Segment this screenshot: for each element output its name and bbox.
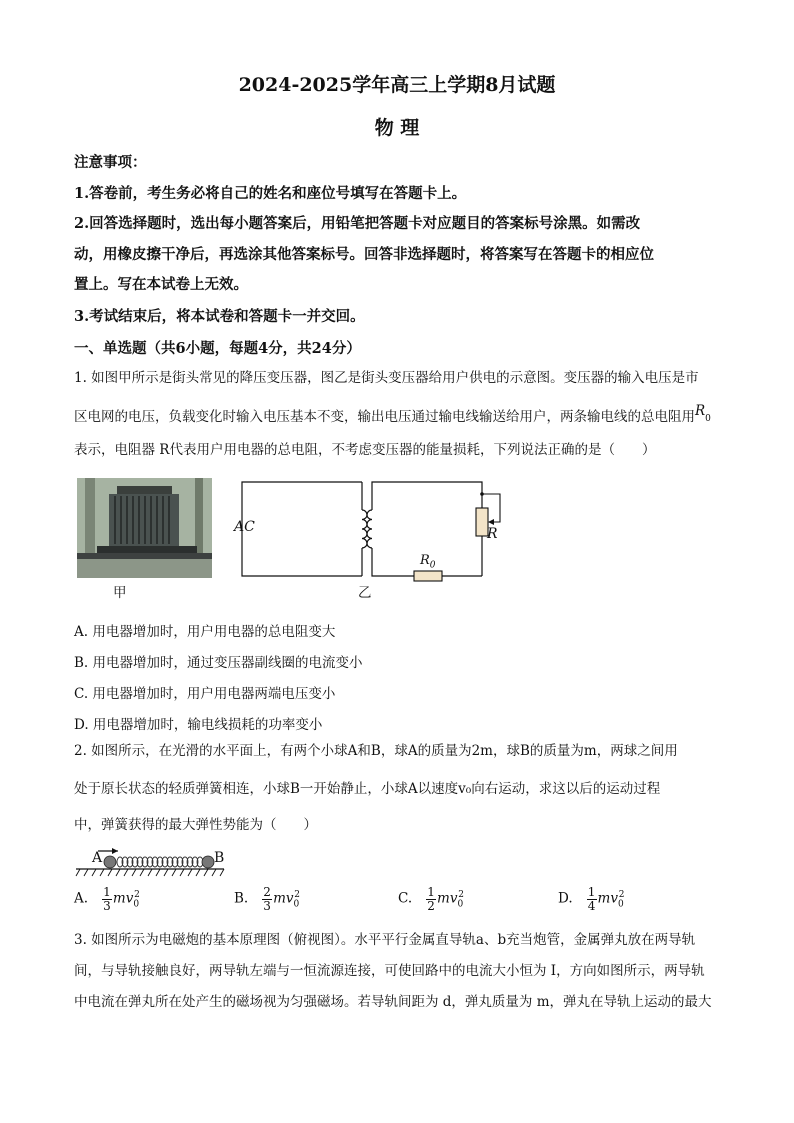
q1-option-d: D. 用电器增加时，输电线损耗的功率变小 [74,717,323,733]
exam-title: 2024-2025学年高三上学期8月试题 [238,74,556,96]
q2-option-c: C. $\frac{1}{2}mv_0^2$ [398,885,464,913]
secondary-coil [367,510,372,548]
note-2-line-1: 2.回答选择题时，选出每小题答案后，用铅笔把答题卡对应题目的答案标号涂黑。如需改 [74,215,641,232]
q2-option-d: D. $\frac{1}{4}mv_0^2$ [558,885,625,913]
ball-a [104,856,116,868]
note-2-line-3: 置上。写在本试卷上无效。 [74,276,248,293]
q2-option-b: B. $\frac{2}{3}mv_0^2$ [234,885,300,913]
primary-coil [362,510,367,548]
spring [117,857,203,867]
q3-line-3: 中电流在弹丸所在处产生的磁场视为匀强磁场。若导轨间距为 d，弹丸质量为 m，弹丸在导轨上运动的最大 [74,994,712,1010]
section-heading: 一、单选题（共6小题，每题4分，共24分） [74,340,361,357]
fig-label-a: 甲 [113,585,127,601]
circuit-r0-label: $R_0$ [420,553,436,571]
transformer-photo [77,478,212,578]
q2-option-a: A. $\frac{1}{3}mv_0^2$ [74,885,140,913]
circuit-ac-label: AC [234,519,255,535]
primary-wire [242,482,362,576]
q2-line-1: 2. 如图所示，在光滑的水平面上，有两个小球A和B，球A的质量为2m，球B的质量为m，两球之间用 [74,743,678,759]
secondary-wire-bottom [372,548,414,576]
subject-title: 物 理 [374,117,420,139]
resistor-r0 [414,571,442,581]
q1-line-1: 1. 如图甲所示是街头常见的降压变压器，图乙是街头变压器给用户供电的示意图。变压器的输入电压是市 [74,370,699,386]
circuit-r-label: R [487,526,498,542]
q2-line-2: 处于原长状态的轻质弹簧相连，小球B一开始静止，小球A以速度v₀向右运动，求这以后的运动过程 [74,781,661,797]
fig-label-b: 乙 [358,585,372,601]
q1-option-b: B. 用电器增加时，通过变压器副线圈的电流变小 [74,655,363,671]
ball-b-label: B [214,850,225,866]
q1-line-3: 表示，电阻器 R代表用户用电器的总电阻，不考虑变压器的能量损耗，下列说法正确的是（ ） [74,442,656,458]
q2-line-3: 中，弹簧获得的最大弹性势能为（ ） [74,817,317,833]
note-3: 3.考试结束后，将本试卷和答题卡一并交回。 [74,308,365,325]
q3-line-2: 间，与导轨接触良好，两导轨左端与一恒流源连接，可使回路中的电流大小恒为 I，方向如图所示，两导轨 [74,963,705,979]
note-2-line-2: 动，用橡皮擦干净后，再选涂其他答案标号。回答非选择题时，将答案写在答题卡的相应位 [74,246,654,263]
ball-b [202,856,214,868]
q1-option-c: C. 用电器增加时，用户用电器两端电压变小 [74,686,336,702]
q1-option-a: A. 用电器增加时，用户用电器的总电阻变大 [74,624,336,640]
q1-line-2: 区电网的电压，负载变化时输入电压基本不变，输出电压通过输电线输送给用户，两条输电线的总电阻用$R_0$ [74,403,711,425]
secondary-wire-top [372,482,482,510]
q3-line-1: 3. 如图所示为电磁炮的基本原理图（俯视图）。水平平行金属直导轨a、b充当炮管，金属弹丸放在两导轨 [74,932,696,948]
notes-heading: 注意事项： [74,154,147,171]
note-1: 1.答卷前，考生务必将自己的姓名和座位号填写在答题卡上。 [74,185,467,202]
ball-a-label: A [92,850,103,866]
circuit-diagram [232,478,502,588]
